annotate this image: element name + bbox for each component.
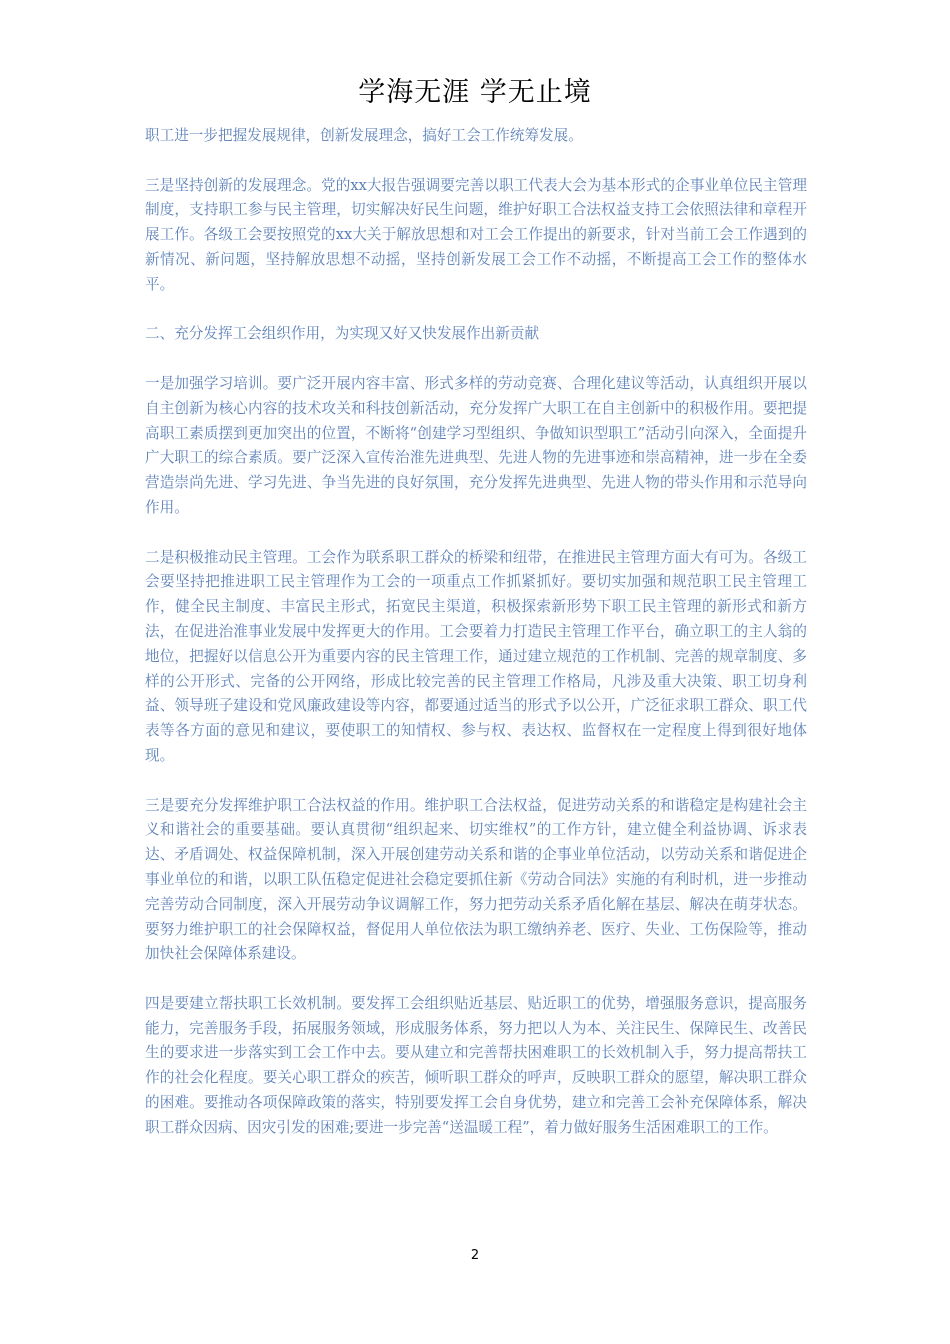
paragraph: 二是积极推动民主管理。工会作为联系职工群众的桥梁和纽带，在推进民主管理方面大有可为。各级工会要坚持把推进职工民主管理作为工会的一项重点工作抓紧抓好。要切实加强和规范职工民主管理工作，健全民主制度、丰富民主形式，拓宽民主渠道，积极探索新形势下职工民主管理的新形式和新方法，在促进治淮事业发展中发挥更大的作用。工会要着力打造民主管理工作平台，确立职工的主人翁的地位，把握好以信息公开为重要内容的民主管理工作，通过建立规范的工作机制、完善的规章制度、多样的公开形式、完备的公开网络，形成比较完善的民主管理工作格局，凡涉及重大决策、职工切身利益、领导班子建设和党风廉政建设等内容，都要通过适当的形式予以公开，广泛征求职工群众、职工代表等各方面的意见和建议，要使职工的知情权、参与权、表达权、监督权在一定程度上得到很好地体现。 [145,548,807,764]
page-number: 2 [470,1248,480,1263]
paragraph: 三是要充分发挥维护职工合法权益的作用。维护职工合法权益，促进劳动关系的和谐稳定是构建社会主义和谐社会的重要基础。要认真贯彻“组织起来、切实维权”的工作方针，建立健全利益协调、诉求表达、矛盾调处、权益保障机制，深入开展创建劳动关系和谐的企事业单位活动，以劳动关系和谐促进企事业单位的和谐，以职工队伍稳定促进社会稳定要抓住新《劳动合同法》实施的有利时机，进一步推动完善劳动合同制度，深入开展劳动争议调解工作，努力把劳动关系矛盾化解在基层、解决在萌芽状态。要努力维护职工的社会保障权益，督促用人单位依法为职工缴纳养老、医疗、失业、工伤保险等，推动加快社会保障体系建设。 [145,796,807,963]
section-heading: 二、充分发挥工会组织作用，为实现又好又快发展作出新贡献 [145,325,540,343]
paragraph: 职工进一步把握发展规律，创新发展理念，搞好工会工作统筹发展。 [145,127,583,144]
paragraph: 四是要建立帮扶职工长效机制。要发挥工会组织贴近基层、贴近职工的优势，增强服务意识，提高服务能力，完善服务手段，拓展服务领域，形成服务体系，努力把以人为本、关注民生、保障民生、改善民生的要求进一步落实到工会工作中去。要从建立和完善帮扶困难职工的长效机制入手，努力提高帮扶工作的社会化程度。要关心职工群众的疾苦，倾听职工群众的呼声，反映职工群众的愿望，解决职工群众的困难。要推动各项保障政策的落实，特别要发挥工会自身优势，建立和完善工会补充保障体系，解决职工群众因病、因灾引发的困难;要进一步完善“送温暖工程”，着力做好服务生活困难职工的工作。 [145,994,807,1136]
paragraph: 三是坚持创新的发展理念。党的xx大报告强调要完善以职工代表大会为基本形式的企事业单位民主管理制度，支持职工参与民主管理，切实解决好民生问题，维护好职工合法权益支持工会依照法律和章程开展工作。各级工会要按照党的xx大关于解放思想和对工会工作提出的新要求，针对当前工会工作遇到的新情况、新问题，坚持解放思想不动摇，坚持创新发展工会工作不动摇，不断提高工会工作的整体水平。 [145,176,807,293]
document-body [145,124,807,1141]
paragraph: 一是加强学习培训。要广泛开展内容丰富、形式多样的劳动竞赛、合理化建议等活动，认真组织开展以自主创新为核心内容的技术攻关和科技创新活动，充分发挥广大职工在自主创新中的积极作用。要把提高职工素质摆到更加突出的位置，不断将“创建学习型组织、争做知识型职工”活动引向深入，全面提升广大职工的综合素质。要广泛深入宣传治淮先进典型、先进人物的先进事迹和崇高精神，进一步在全委营造崇尚先进、学习先进、争当先进的良好氛围，充分发挥先进典型、先进人物的带头作用和示范导向作用。 [145,374,807,516]
header-title: 学海无涯 学无止境 [358,77,592,108]
